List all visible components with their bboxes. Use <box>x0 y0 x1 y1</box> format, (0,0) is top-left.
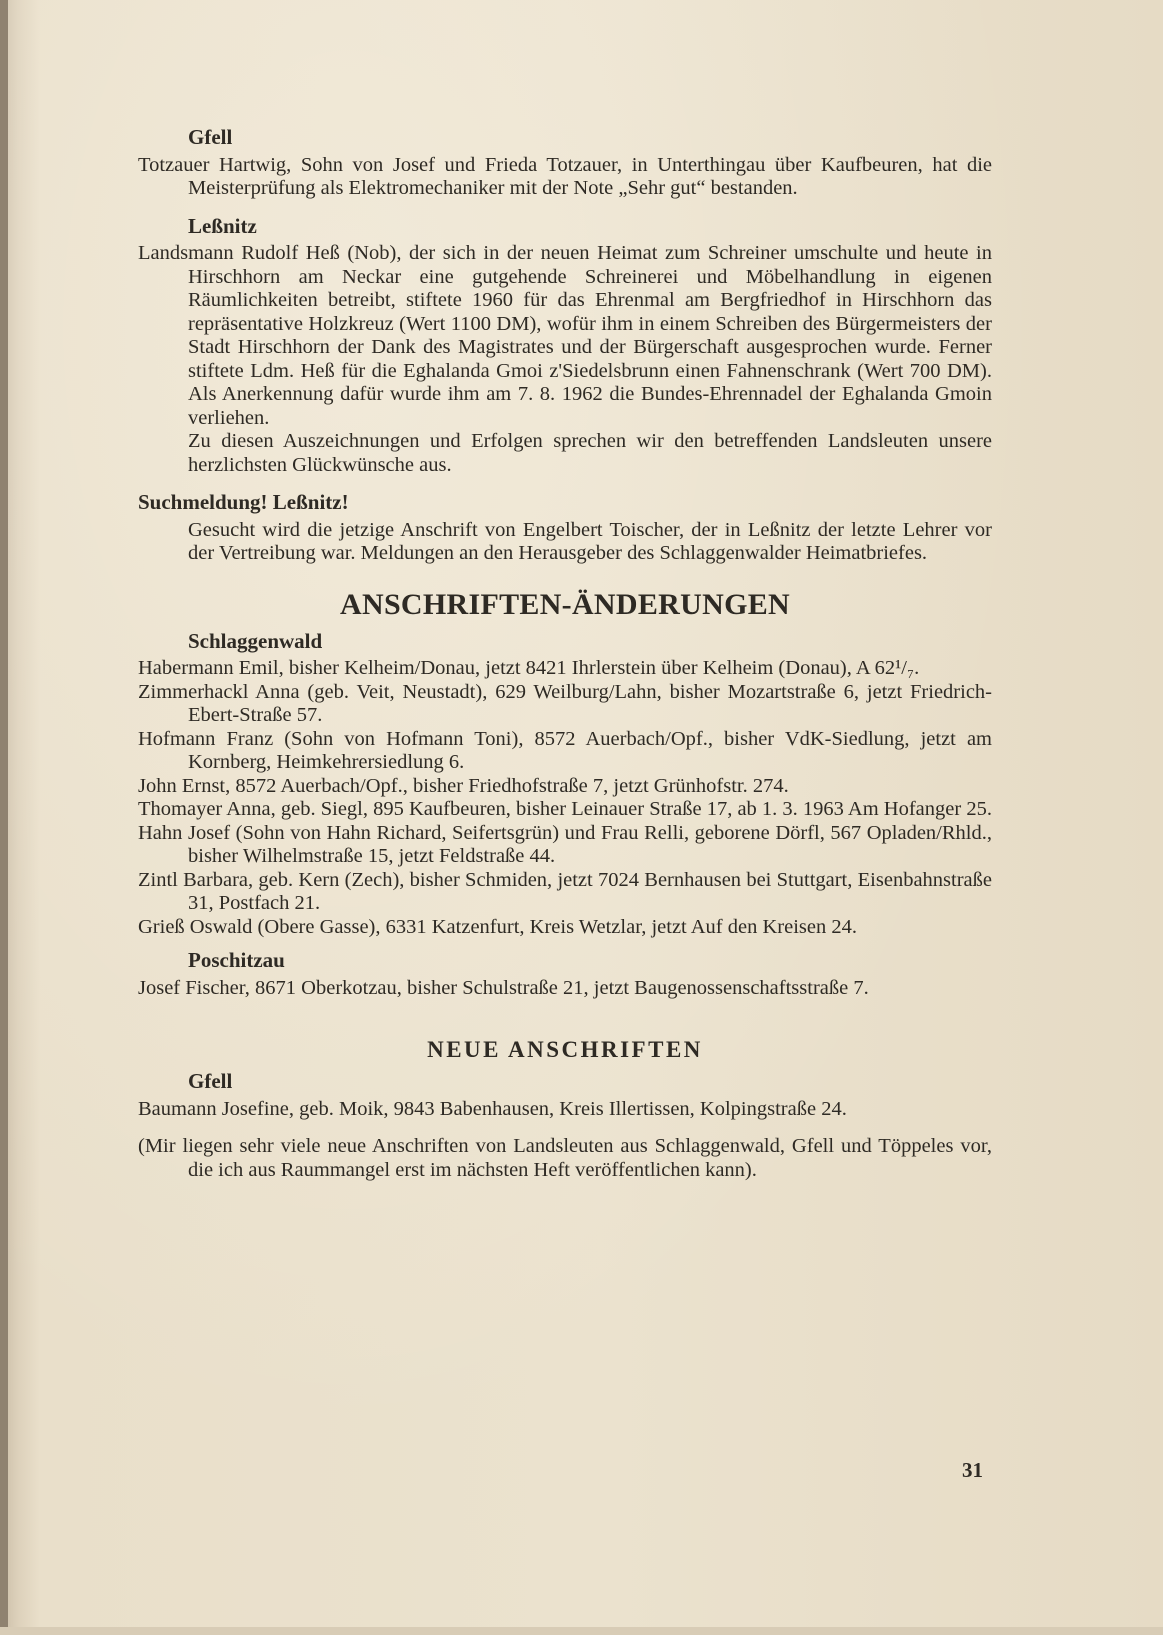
page-content <box>138 126 992 1182</box>
address-entry: Habermann Emil, bisher Kelheim/Donau, jetzt 8421 Ihrlerstein über Kelheim (Donau), A 62¹/₇. <box>138 657 920 679</box>
page-number: 31 <box>962 1458 983 1482</box>
address-entry: Grieß Oswald (Obere Gasse), 6331 Katzenfurt, Kreis Wetzlar, jetzt Auf den Kreisen 24. <box>138 915 857 938</box>
address-entry: Hahn Josef (Sohn von Hahn Richard, Seifertsgrün) und Frau Relli, geborene Dörfl, 567 Opladen/Rhld., bisher Wilhelmstraße 15, jetzt Feldstraße 44. <box>138 821 992 867</box>
binding-edge <box>0 0 8 1635</box>
new-address-entry: Baumann Josefine, geb. Moik, 9843 Babenhausen, Kreis Illertissen, Kolpingstraße 24. <box>138 1097 847 1120</box>
address-entry: Zintl Barbara, geb. Kern (Zech), bisher Schmiden, jetzt 7024 Bernhausen bei Stuttgart, Eisenbahnstraße 31, Postfach 21. <box>138 868 992 914</box>
address-entry: Hofmann Franz (Sohn von Hofmann Toni), 8572 Auerbach/Opf., bisher VdK-Siedlung, jetzt am Kornberg, Heimkehrersiedlung 6. <box>138 727 992 773</box>
editor-note: (Mir liegen sehr viele neue Anschriften von Landsleuten aus Schlaggenwald, Gfell und Töppeles vor, die ich aus Raummangel erst im nächsten Heft veröffentlichen kann). <box>138 1135 992 1181</box>
congratulations-text: Zu diesen Auszeichnungen und Erfolgen sprechen wir den betreffenden Landsleuten unsere herzlichsten Glückwünsche aus. <box>188 430 992 476</box>
gfell-heading: Gfell <box>188 125 233 149</box>
poschitzau-heading: Poschitzau <box>188 948 285 972</box>
search-notice-heading: Suchmeldung! Leßnitz! <box>138 490 349 514</box>
search-notice-text: Gesucht wird die jetzige Anschrift von Engelbert Toischer, der in Leßnitz der letzte Lehrer vor der Vertreibung war. Meldungen an den Herausgeber des Schlaggenwalder Heimatbriefes. <box>188 518 992 564</box>
lessnitz-heading: Leßnitz <box>188 213 257 238</box>
address-entry: Thomayer Anna, geb. Siegl, 895 Kaufbeuren, bisher Leinauer Straße 17, ab 1. 3. 1963 Am Hofanger 25. <box>138 798 992 820</box>
poschitzau-address-list <box>138 977 992 1001</box>
address-entry: Josef Fischer, 8671 Oberkotzau, bisher Schulstraße 21, jetzt Baugenossenschaftsstraße 7. <box>138 976 869 999</box>
address-entry: John Ernst, 8572 Auerbach/Opf., bisher Friedhofstraße 7, jetzt Grünhofstr. 274. <box>138 774 789 797</box>
new-addresses-title: NEUE ANSCHRIFTEN <box>427 1037 703 1062</box>
schlaggenwald-address-list <box>138 657 992 939</box>
address-changes-title: ANSCHRIFTEN-ÄNDERUNGEN <box>340 587 790 621</box>
page-bottom-edge <box>0 1627 1163 1635</box>
address-entry: Zimmerhackl Anna (geb. Veit, Neustadt), 629 Weilburg/Lahn, bisher Mozartstraße 6, jetzt Friedrich-Ebert-Straße 57. <box>138 680 992 726</box>
new-gfell-heading: Gfell <box>188 1069 233 1093</box>
schlaggenwald-heading: Schlaggenwald <box>188 628 323 653</box>
gfell-announcement: Totzauer Hartwig, Sohn von Josef und Frieda Totzauer, in Unterthingau über Kaufbeuren, hat die Meisterprüfung als Elektromechaniker mit der Note „Sehr gut“ bestanden. <box>138 153 992 199</box>
lessnitz-announcement: Landsmann Rudolf Heß (Nob), der sich in der neuen Heimat zum Schreiner umschulte und heute in Hirschhorn am Neckar eine gutgehende Schreinerei und Möbelhandlung in eigenen Räumlichkeiten betreibt, stiftete 1960 für das Ehrenmal am Bergfriedhof in Hirschhorn das repräsentative Holzkreuz (Wert 1100 DM), wofür ihm in einem Schreiben des Bürgermeisters der Stadt Hirschhorn der Dank des Magistrates und der Bürgerschaft ausgesprochen wurde. Ferner stiftete Ldm. Heß für die Eghalanda Gmoi z'Siedelsbrunn einen Fahnenschrank (Wert 700 DM). Als Anerkennung dafür wurde ihm am 7. 8. 1962 die Bundes-Ehrennadel der Eghalanda Gmoin verliehen. <box>138 242 992 429</box>
